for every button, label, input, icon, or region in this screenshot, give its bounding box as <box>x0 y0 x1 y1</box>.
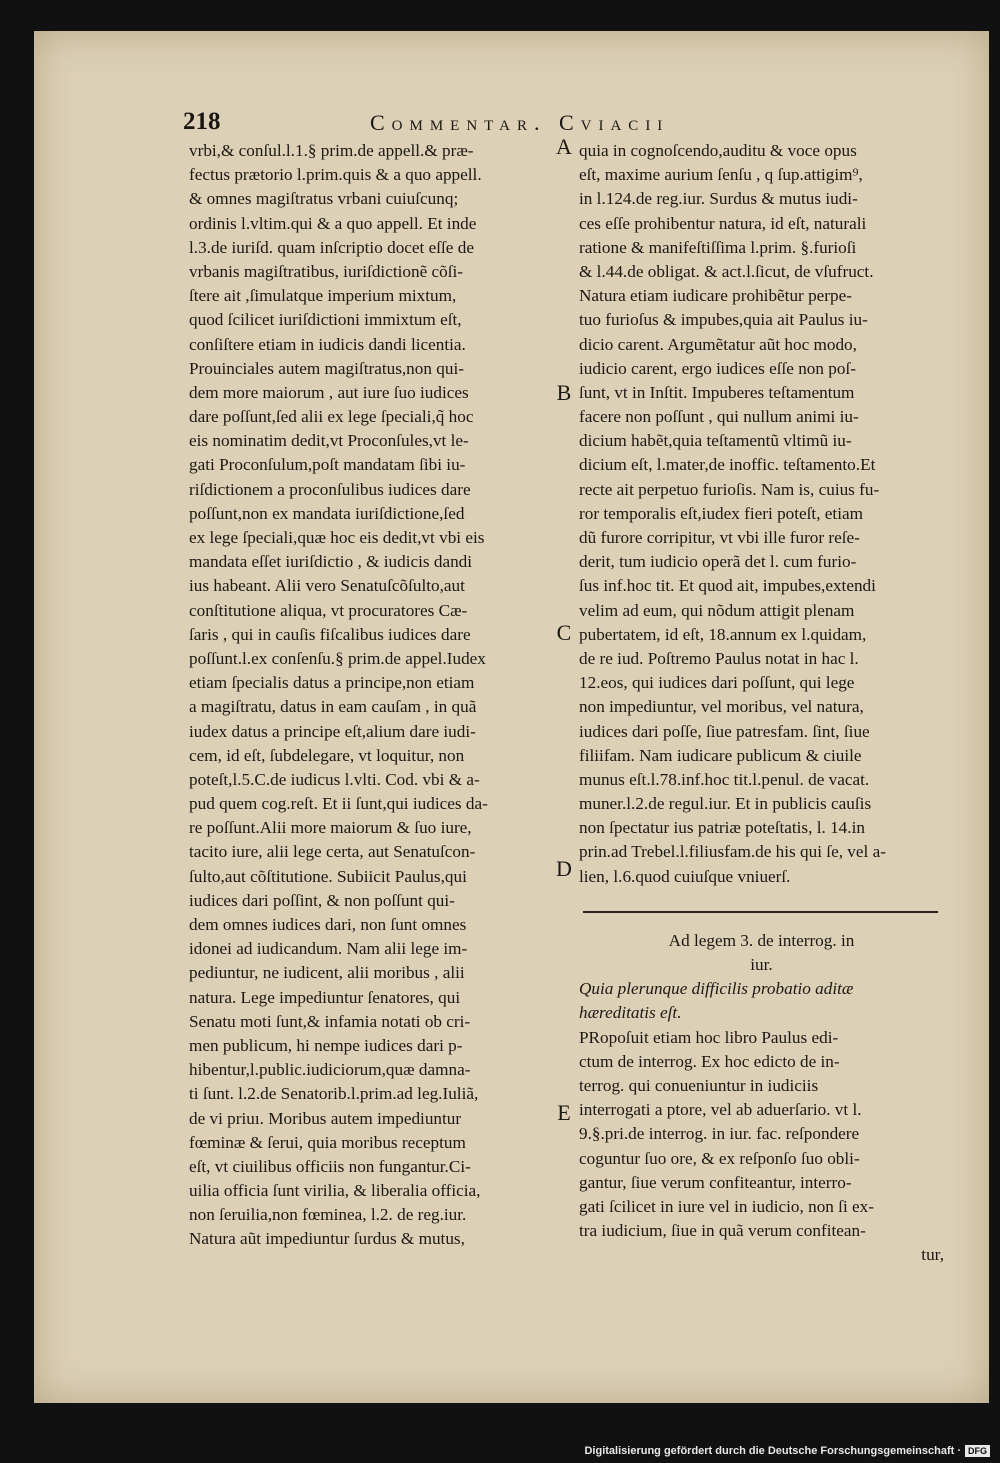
text-line: muner.l.2.de regul.iur. Et in publicis cauſis <box>579 794 872 814</box>
text-line: munus eſt.l.78.inf.hoc tit.l.penul. de vacat. <box>579 769 870 789</box>
text-line: Natura aũt impediuntur ſurdus & mutus, <box>189 1229 465 1249</box>
footer-text: Digitalisierung gefördert durch die Deutsche Forschungsgemeinschaft · <box>584 1445 961 1457</box>
text-line: non ſeruilia,non fœminea, l.2. de reg.iur. <box>189 1205 467 1225</box>
text-line: 12.eos, qui iudices dari poſſunt, qui lege <box>579 673 855 693</box>
left-column <box>189 139 554 1259</box>
margin-marker-b: B <box>556 380 572 405</box>
text-line: poſſunt.l.ex conſenſu.§ prim.de appel.Iudex <box>189 648 486 668</box>
text-line: iudices dari poſſe, ſiue patresfam. ſint, ſiue <box>579 721 870 741</box>
text-line: eis nominatim dedit,vt Proconſules,vt le- <box>189 431 469 451</box>
text-line: Prouinciales autem magiſtratus,non qui- <box>189 358 464 378</box>
margin-marker-c: C <box>556 620 572 645</box>
text-line: tuo furioſus & impubes,quia ait Paulus iu- <box>579 310 868 330</box>
text-line: ror temporalis eſt,iudex fieri poteſt, etiam <box>579 503 863 523</box>
page-number: 218 <box>183 108 221 135</box>
text-line: ſunt, vt in Inſtit. Impuberes teſtamentum <box>579 382 855 402</box>
text-line: ſaris , qui in cauſis fiſcalibus iudices dare <box>189 624 471 644</box>
text-line: Natura etiam iudicare prohibẽtur perpe- <box>579 286 852 306</box>
text-line: dem omnes iudices dari, non ſunt omnes <box>189 915 467 934</box>
text-line: ratione & manifeſtiſſima l.prim. §.furioſi <box>579 237 857 257</box>
text-line: non ſpectatur ius patriæ poteſtatis, l. 14.in <box>579 818 865 838</box>
section-rule <box>583 911 938 913</box>
text-line: interrogati a ptore, vel ab aduerſario. vt l. <box>579 1100 862 1120</box>
text-line: tra iudicium, ſiue in quã verum confitean- <box>579 1221 866 1241</box>
right-column <box>579 139 944 1269</box>
text-line: gati Proconſulum,poſt mandatam ſibi iu- <box>189 455 466 475</box>
text-line: coguntur ſuo ore, & ex reſponſo ſuo obli- <box>579 1148 860 1168</box>
text-line: PRopoſuit etiam hoc libro Paulus edi- <box>579 1027 839 1047</box>
text-line: dicio carent. Argumẽtatur aũt hoc modo, <box>579 334 857 354</box>
text-line: de vi priuı. Moribus autem impediuntur <box>189 1108 462 1128</box>
digitization-footer <box>584 1445 990 1457</box>
text-line: fectus prætorio l.prim.quis & a quo appell. <box>189 165 482 185</box>
text-line: & omnes magiſtratus vrbani cuiuſcunq; <box>189 189 459 209</box>
text-line: conſiſtere etiam in iudicis dandi licentia. <box>189 334 466 354</box>
text-line: quod ſcilicet iuriſdictioni immixtum eſt, <box>189 310 462 330</box>
text-line: filiifam. Nam iudicare publicum & ciuile <box>579 745 862 765</box>
text-line: ctum de interrog. Ex hoc edicto de in- <box>579 1051 840 1071</box>
text-line: vrbanis magiſtratibus, iuriſdictionẽ cõſi- <box>189 261 463 281</box>
text-line: facere non poſſunt , qui nullum animi iu- <box>579 407 859 427</box>
text-line: eſt, vt ciuilibus officiis non fungantur.Ci- <box>189 1156 471 1176</box>
text-line: mandata eſſet iuriſdictio , & iudicis dandi <box>189 552 473 572</box>
text-line: velim ad eum, qui nõdum attigit plenam <box>579 600 855 620</box>
text-line: ti ſunt. l.2.de Senatorib.l.prim.ad leg.Iuliã, <box>189 1084 479 1104</box>
text-line: pediuntur, ne iudicent, alii moribus , alii <box>189 963 465 983</box>
catchword: tur, <box>921 1245 944 1265</box>
text-line: de re iud. Poſtremo Paulus notat in hac l. <box>579 648 859 668</box>
text-line: & l.44.de obligat. & act.l.ſicut, de vſufruct. <box>579 261 874 281</box>
text-line: dũ furore corripitur, vt vbi ille furor reſe- <box>579 528 860 547</box>
text-line: riſdictionem a proconſulibus iudices dare <box>189 479 471 499</box>
text-line: men publicum, hi nempe iudices dari p- <box>189 1035 463 1055</box>
text-line: ſtere ait ,ſimulatque imperium mixtum, <box>189 286 457 306</box>
text-line: iudices dari poſſint, & non poſſunt qui- <box>189 890 455 910</box>
text-line: dicium habẽt,quia teſtamentũ vltimũ iu- <box>579 431 852 451</box>
text-line: pud quem cog.reſt. Et ii ſunt,qui iudices da- <box>189 794 488 814</box>
text-line: lien, l.6.quod cuiuſque vniuerſ. <box>579 866 791 886</box>
text-line: gati ſcilicet in iure vel in iudicio, non ſi ex- <box>579 1196 874 1216</box>
text-line: uilia officia ſunt virilia, & liberalia officia, <box>189 1181 481 1201</box>
text-line: prin.ad Trebel.l.filiusfam.de his qui ſe, vel a- <box>579 842 886 862</box>
running-head: Commentar. Cviacii <box>370 110 670 135</box>
text-line: conſtitutione aliqua, vt procuratores Cæ- <box>189 600 468 620</box>
margin-marker-a: A <box>556 134 572 159</box>
section-heading-line: iur. <box>750 955 773 974</box>
text-line: eſt, maxime aurium ſenſu , q ſup.attigim⁹, <box>579 165 863 185</box>
text-line: poſſunt,non ex mandata iuriſdictione,ſed <box>189 503 465 523</box>
text-line: dicium eſt, l.mater,de inoffic. teſtamento.Et <box>579 455 876 475</box>
text-line: ordinis l.vltim.qui & a quo appell. Et inde <box>189 213 477 233</box>
text-line: etiam ſpecialis datus a principe,non etiam <box>189 673 475 693</box>
text-line: hibentur,l.public.iudiciorum,quæ damna- <box>189 1060 471 1080</box>
text-line: dem more maiorum , aut iure ſuo iudices <box>189 382 469 402</box>
text-line: cem, id eſt, ſubdelegare, vt loquitur, non <box>189 745 465 765</box>
text-line: iudicio carent, ergo iudices eſſe non poſ- <box>579 358 856 378</box>
text-line: dare poſſunt,ſed alii ex lege ſpeciali,q̃ hoc <box>189 407 474 427</box>
margin-marker-d: D <box>556 856 572 881</box>
text-line: fœminæ & ſerui, quia moribus receptum <box>189 1132 466 1152</box>
dfg-logo-icon: DFG <box>965 1445 990 1457</box>
text-line: terrog. qui conueniuntur in iudiciis <box>579 1075 819 1095</box>
page-header <box>183 108 773 138</box>
text-line: ius habeant. Alii vero Senatuſcõſulto,aut <box>189 576 465 596</box>
text-line: ſus inf.hoc tit. Et quod ait, impubes,extendi <box>579 576 876 596</box>
text-line: ces eſſe prohibentur natura, id eſt, naturali <box>579 213 867 233</box>
section-lemma-line: Quia plerunque difficilis probatio aditæ <box>579 979 854 999</box>
text-line: vrbi,& conſul.l.1.§ prim.de appell.& præ- <box>189 141 474 160</box>
text-line: 9.§.pri.de interrog. in iur. fac. reſpondere <box>579 1124 860 1144</box>
text-line: poteſt,l.5.C.de iudicus l.vlti. Cod. vbi & a- <box>189 769 480 789</box>
spacer <box>579 889 944 909</box>
section-lemma-line: hæreditatis eſt. <box>579 1003 682 1023</box>
text-line: recte ait perpetuo furioſis. Nam is, cuius fu- <box>579 479 880 499</box>
text-line: l.3.de iuriſd. quam inſcriptio docet eſſe de <box>189 237 474 257</box>
text-line: in l.124.de reg.iur. Surdus & mutus iudi- <box>579 189 858 209</box>
text-line: pubertatem, id eſt, 18.annum ex l.quidam, <box>579 624 867 644</box>
text-line: quia in cognoſcendo,auditu & voce opus <box>579 141 857 160</box>
text-line: a magiſtratu, datus in eam cauſam , in quã <box>189 697 477 717</box>
text-line: derit, tum iudicio operã det l. cum furio- <box>579 552 857 572</box>
text-line: idonei ad iudicandum. Nam alii lege im- <box>189 939 468 959</box>
text-line: gantur, ſiue verum confiteantur, interro- <box>579 1172 852 1192</box>
margin-marker-e: E <box>557 1100 571 1125</box>
section-heading-line: Ad legem 3. de interrog. in <box>668 930 855 950</box>
text-line: natura. Lege impediuntur ſenatores, qui <box>189 987 461 1007</box>
text-line: re poſſunt.Alii more maiorum & ſuo iure, <box>189 818 472 838</box>
text-line: iudex datus a principe eſt,alium dare iudi- <box>189 721 476 741</box>
text-line: Senatu moti ſunt,& infamia notati ob cri- <box>189 1011 471 1031</box>
text-line: ex lege ſpeciali,quæ hoc eis dedit,vt vbi eis <box>189 528 485 547</box>
text-line: tacito iure, alii lege certa, aut Senatuſcon- <box>189 842 476 862</box>
text-line: ſulto,aut cõſtitutione. Subiicit Paulus,qui <box>189 866 467 886</box>
text-line: non impediuntur, vel moribus, vel natura, <box>579 697 864 717</box>
